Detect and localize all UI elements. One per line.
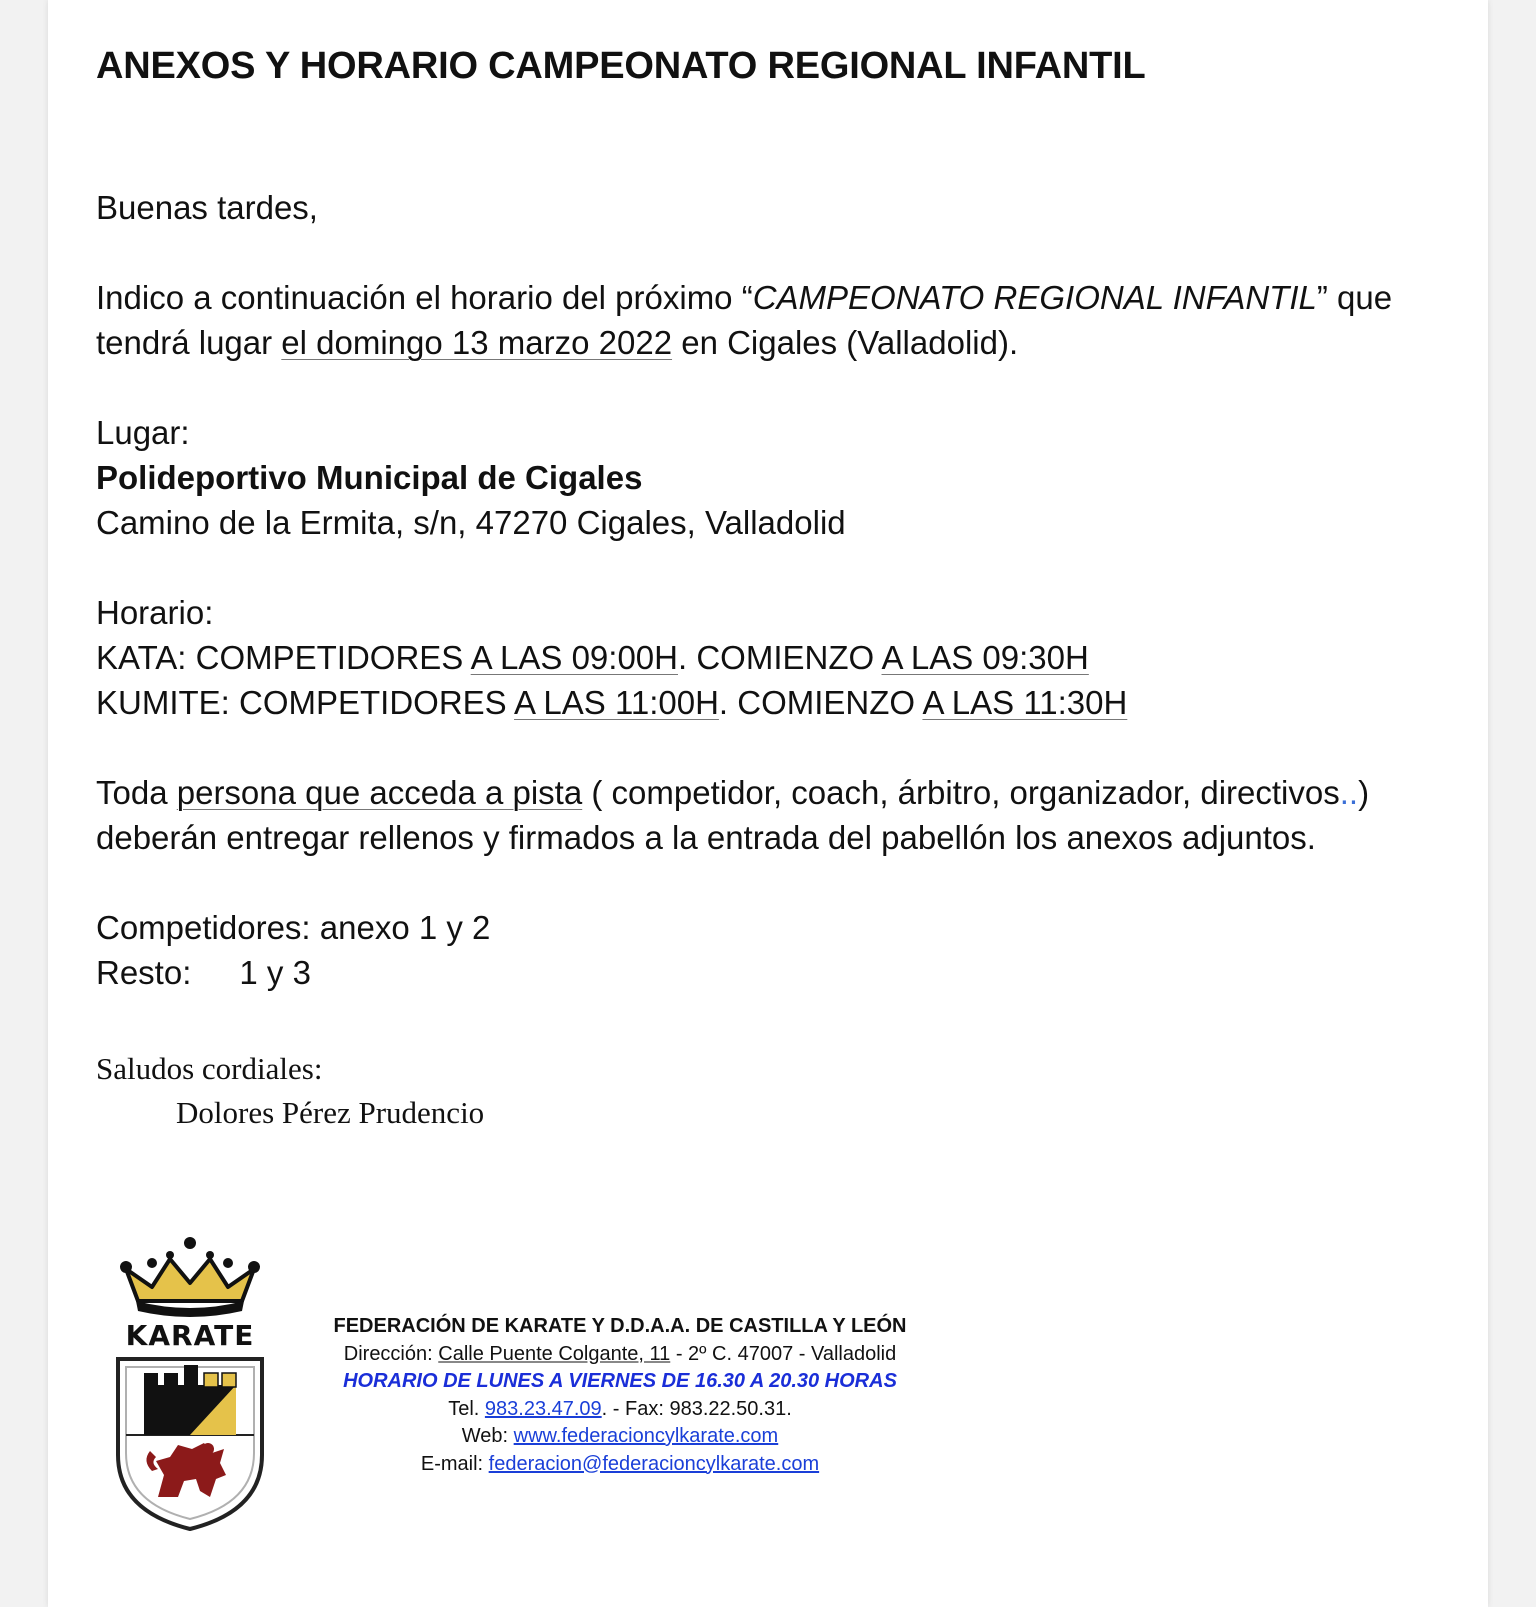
intro-paragraph — [96, 275, 1436, 365]
schedule-kumite — [96, 680, 1436, 725]
closing-text: Saludos cordiales: — [96, 1051, 323, 1086]
shield-icon — [118, 1359, 262, 1529]
annex-competitors: Competidores: anexo 1 y 2 — [96, 909, 491, 946]
federation-contact — [306, 1313, 934, 1478]
notice-text-3: ) deberán entregar rellenos y firmados a la entrada del pabellón los anexos adjuntos. — [96, 774, 1370, 856]
notice-link[interactable]: persona que acceda a pista — [176, 774, 583, 811]
fax-text: . - Fax: 983.22.50.31. — [601, 1397, 792, 1420]
place-section — [96, 410, 1436, 545]
website-link[interactable]: www.federacioncylkarate.com — [513, 1425, 779, 1447]
kata-arrive-time[interactable]: A LAS 09:00H — [470, 639, 678, 676]
event-date[interactable]: el domingo 13 marzo 2022 — [281, 324, 673, 361]
email-line — [306, 1451, 934, 1479]
schedule-section — [96, 590, 1436, 725]
notice-text-2: ( competidor, coach, árbitro, organizador, directivos — [582, 774, 1340, 811]
castle-icon — [144, 1365, 236, 1435]
kumite-mid: . COMIENZO — [718, 684, 923, 721]
place-address: Camino de la Ermita, s/n, 47270 Cigales, Valladolid — [96, 504, 846, 541]
notice-dots: .. — [1339, 774, 1359, 811]
office-hours: HORARIO DE LUNES A VIERNES DE 16.30 A 20.30 HORAS — [343, 1370, 897, 1392]
event-name: CAMPEONATO REGIONAL INFANTIL — [752, 279, 1317, 316]
kata-mid: . COMIENZO — [678, 639, 882, 676]
schedule-kata — [96, 635, 1436, 680]
phone-link[interactable]: 983.23.47.09 — [484, 1397, 602, 1420]
notice-paragraph — [96, 770, 1436, 860]
web-line — [306, 1423, 934, 1451]
tel-label: Tel. — [448, 1397, 485, 1420]
intro-text-2: ” que tendrá lugar — [96, 279, 1393, 361]
closing-section — [96, 1047, 1436, 1135]
address-label: Dirección: — [343, 1342, 439, 1365]
annex-rest — [96, 950, 1436, 995]
kata-start-time[interactable]: A LAS 09:30H — [881, 639, 1089, 676]
intro-text-1: Indico a continuación el horario del próximo “ — [96, 279, 753, 316]
email-subject: ANEXOS Y HORARIO CAMPEONATO REGIONAL INFANTIL — [96, 45, 1146, 87]
signer-name: Dolores Pérez Prudencio — [176, 1095, 485, 1130]
annex-rest-label: Resto: — [96, 954, 192, 991]
place-name: Polideportivo Municipal de Cigales — [96, 459, 643, 496]
address-rest: - 2º C. 47007 - Valladolid — [670, 1342, 897, 1365]
kumite-arrive-time[interactable]: A LAS 11:00H — [514, 684, 719, 721]
federation-address — [306, 1341, 934, 1369]
email-label: E-mail: — [420, 1452, 489, 1475]
federation-name: FEDERACIÓN DE KARATE Y D.D.A.A. DE CASTILLA Y LEÓN — [333, 1315, 907, 1337]
web-label: Web: — [461, 1425, 514, 1447]
annex-rest-value: 1 y 3 — [239, 954, 311, 991]
intro-text-3: en Cigales (Valladolid). — [672, 324, 1019, 361]
email-link[interactable]: federacion@federacioncylkarate.com — [488, 1452, 820, 1475]
phone-line — [306, 1396, 934, 1424]
kumite-prefix: KUMITE: COMPETIDORES — [96, 684, 515, 721]
email-card — [48, 0, 1488, 1607]
annexes-section — [96, 905, 1436, 995]
karate-logo — [112, 1235, 268, 1531]
greeting: Buenas tardes, — [96, 189, 318, 226]
place-label: Lugar: — [96, 414, 190, 451]
logo-karate-text: KARATE — [125, 1319, 255, 1352]
kumite-start-time[interactable]: A LAS 11:30H — [922, 684, 1128, 721]
schedule-label: Horario: — [96, 594, 214, 631]
notice-text-1: Toda — [96, 774, 177, 811]
address-street[interactable]: Calle Puente Colgante, 11 — [438, 1342, 671, 1365]
crown-icon — [120, 1237, 260, 1317]
email-signature — [96, 1235, 1436, 1535]
kata-prefix: KATA: COMPETIDORES — [96, 639, 471, 676]
email-content — [96, 40, 1436, 1475]
